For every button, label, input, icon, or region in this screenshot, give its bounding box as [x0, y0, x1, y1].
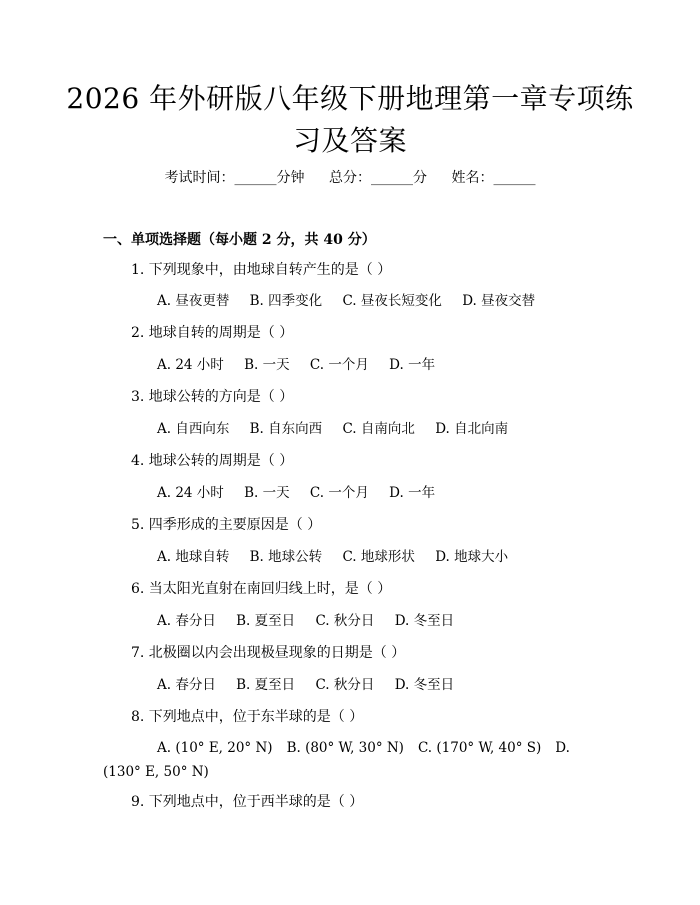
option-a: A. 昼夜更替	[157, 293, 230, 309]
option-c: C. 秋分日	[315, 613, 375, 629]
option-a: A. 24 小时	[157, 485, 224, 501]
options-4	[157, 483, 451, 503]
section-heading: 一、单项选择题（每小题 2 分，共 40 分）	[103, 232, 376, 248]
option-a: A. 自西向东	[157, 421, 230, 437]
document-title	[60, 78, 640, 162]
option-d: D. 一年	[389, 485, 436, 501]
question-6: 6. 当太阳光直射在南回归线上时，是（ ）	[131, 581, 392, 597]
question-2: 2. 地球自转的周期是（ ）	[131, 325, 294, 341]
option-b: B. (80° W, 30° N)	[286, 740, 404, 756]
options-6	[157, 611, 470, 631]
option-c: C. 一个月	[309, 357, 369, 373]
option-d: D. 自北向南	[435, 421, 509, 437]
question-5: 5. 四季形成的主要原因是（ ）	[131, 517, 322, 533]
option-d: D. (130° E, 50° N)	[103, 740, 570, 780]
option-b: B. 一天	[244, 485, 290, 501]
exam-name: 姓名：______	[451, 170, 536, 186]
option-b: B. 一天	[244, 357, 290, 373]
option-c: C. 地球形状	[342, 549, 415, 565]
options-7	[157, 675, 470, 695]
option-b: B. 四季变化	[249, 293, 323, 309]
question-3: 3. 地球公转的方向是（ ）	[131, 389, 294, 405]
options-5	[157, 547, 524, 567]
option-c: C. 自南向北	[342, 421, 415, 437]
title-line-1: 2026 年外研版八年级下册地理第一章专项练	[66, 82, 634, 115]
exam-score: 总分：______分	[329, 170, 427, 186]
option-d: D. 地球大小	[435, 549, 509, 565]
exam-meta	[0, 168, 700, 188]
option-b: B. 夏至日	[236, 677, 296, 693]
option-a: A. 春分日	[157, 613, 216, 629]
option-c: C. 昼夜长短变化	[342, 293, 442, 309]
question-7: 7. 北极圈以内会出现极昼现象的日期是（ ）	[131, 645, 406, 661]
option-b: B. 地球公转	[249, 549, 323, 565]
options-1	[157, 291, 551, 311]
option-b: B. 自东向西	[249, 421, 323, 437]
option-c: C. (170° W, 40° S)	[417, 740, 542, 756]
question-4: 4. 地球公转的周期是（ ）	[131, 453, 294, 469]
title-line-2: 习及答案	[292, 124, 407, 157]
question-9: 9. 下列地点中，位于西半球的是（ ）	[131, 794, 364, 810]
option-c: C. 一个月	[309, 485, 369, 501]
options-8	[103, 736, 588, 784]
question-8: 8. 下列地点中，位于东半球的是（ ）	[131, 709, 364, 725]
option-a: A. 24 小时	[157, 357, 224, 373]
option-d: D. 冬至日	[394, 613, 455, 629]
option-a: A. 地球自转	[157, 549, 230, 565]
options-2	[157, 355, 451, 375]
option-d: D. 一年	[389, 357, 436, 373]
option-b: B. 夏至日	[236, 613, 296, 629]
option-a: A. 春分日	[157, 677, 216, 693]
option-d: D. 冬至日	[394, 677, 455, 693]
exam-time: 考试时间：______分钟	[164, 170, 305, 186]
options-3	[157, 419, 524, 439]
option-a: A. (10° E, 20° N)	[157, 740, 273, 756]
question-1: 1. 下列现象中，由地球自转产生的是（ ）	[131, 262, 392, 278]
option-d: D. 昼夜交替	[462, 293, 536, 309]
option-c: C. 秋分日	[315, 677, 375, 693]
